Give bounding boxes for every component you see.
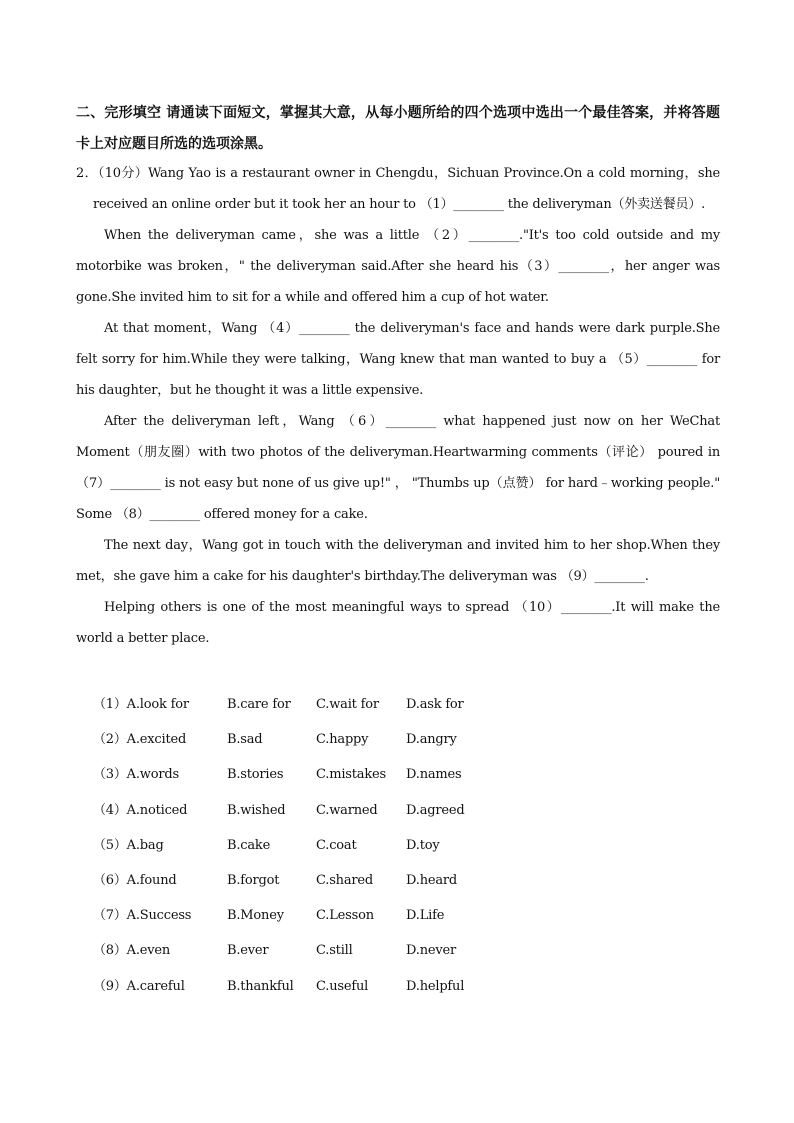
passage-paragraph: The next day，Wang got in touch with the deliveryman and invited him to her shop.When they met，she gave him a cake for his daughter's birthday.The deliveryman was （9）________.: [76, 538, 720, 584]
option-d: D.never: [406, 943, 457, 959]
option-a: （2）A.excited: [93, 732, 187, 748]
option-b: B.cake: [227, 837, 271, 853]
option-row: [93, 972, 593, 1007]
option-b: B.stories: [227, 767, 284, 783]
answer-options: [93, 690, 593, 1007]
option-a: （8）A.even: [93, 943, 171, 959]
option-b: B.forgot: [227, 872, 280, 888]
option-d: D.agreed: [406, 802, 465, 818]
option-row: [93, 796, 593, 831]
option-b: B.Money: [227, 908, 284, 924]
option-b: B.care for: [227, 697, 291, 712]
option-c: C.still: [316, 943, 353, 959]
option-b: B.sad: [227, 732, 263, 748]
option-a: （1）A.look for: [93, 697, 189, 712]
option-a: （5）A.bag: [93, 837, 164, 853]
option-c: C.useful: [316, 978, 369, 994]
option-d: D.helpful: [406, 978, 465, 994]
option-b: B.ever: [227, 943, 269, 959]
passage-paragraph: Helping others is one of the most meaningful ways to spread （10）________.It will make the world a better place.: [76, 600, 720, 646]
option-a: （4）A.noticed: [93, 802, 188, 818]
option-c: C.wait for: [316, 697, 379, 712]
option-d: D.names: [406, 767, 462, 783]
option-d: D.heard: [406, 872, 458, 888]
option-row: [93, 760, 593, 795]
passage-paragraph: At that moment，Wang （4）________ the deliveryman's face and hands were dark purple.She felt sorry for him.While they were talking，Wang knew that man wanted to buy a （5）________ for his daughter，but he thought it was a little expensive.: [76, 321, 720, 398]
option-c: C.shared: [316, 872, 374, 888]
option-a: （3）A.words: [93, 767, 179, 783]
option-a: （9）A.careful: [93, 978, 185, 994]
option-c: C.coat: [316, 837, 357, 853]
option-d: D.angry: [406, 732, 457, 748]
passage-paragraph: 2．（10分）Wang Yao is a restaurant owner in Chengdu，Sichuan Province.On a cold morning，she received an online order but it took her an hour to （1）________ the deliveryman（外卖送餐员）.: [76, 166, 720, 212]
option-row: [93, 936, 593, 971]
option-row: [93, 725, 593, 760]
passage-paragraph: When the deliveryman came，she was a little （2）________."It's too cold outside and my motorbike was broken，" the deliveryman said.After she heard his（3）________，her anger was gone.She invited him to sit for a while and offered him a cup of hot water.: [76, 228, 720, 305]
question-passage: [76, 158, 720, 654]
section-heading: 二、完形填空 请通读下面短文，掌握其大意，从每小题所给的四个选项中选出一个最佳答案，并将答题卡上对应题目所选的选项涂黑。: [76, 105, 720, 152]
option-c: C.warned: [316, 802, 378, 818]
option-c: C.mistakes: [316, 767, 386, 783]
option-row: [93, 866, 593, 901]
option-b: B.thankful: [227, 978, 294, 994]
option-a: （6）A.found: [93, 872, 177, 888]
option-row: [93, 901, 593, 936]
option-d: D.ask for: [406, 697, 464, 712]
option-a: （7）A.Success: [93, 908, 192, 924]
option-c: C.Lesson: [316, 908, 374, 924]
option-row: [93, 831, 593, 866]
option-c: C.happy: [316, 732, 369, 748]
option-d: D.Life: [406, 908, 445, 924]
option-b: B.wished: [227, 802, 286, 818]
option-d: D.toy: [406, 837, 440, 853]
option-row: [93, 690, 593, 725]
passage-paragraph: After the deliveryman left，Wang （6）________ what happened just now on her WeChat Moment（朋友圈）with two photos of the deliveryman.Heartwarming comments（评论） poured in（7）________ is not easy but none of us give up!" ， "Thumbs up（点赞） for hard﹣working people." Some （8）________ offered money for a cake.: [76, 414, 720, 522]
